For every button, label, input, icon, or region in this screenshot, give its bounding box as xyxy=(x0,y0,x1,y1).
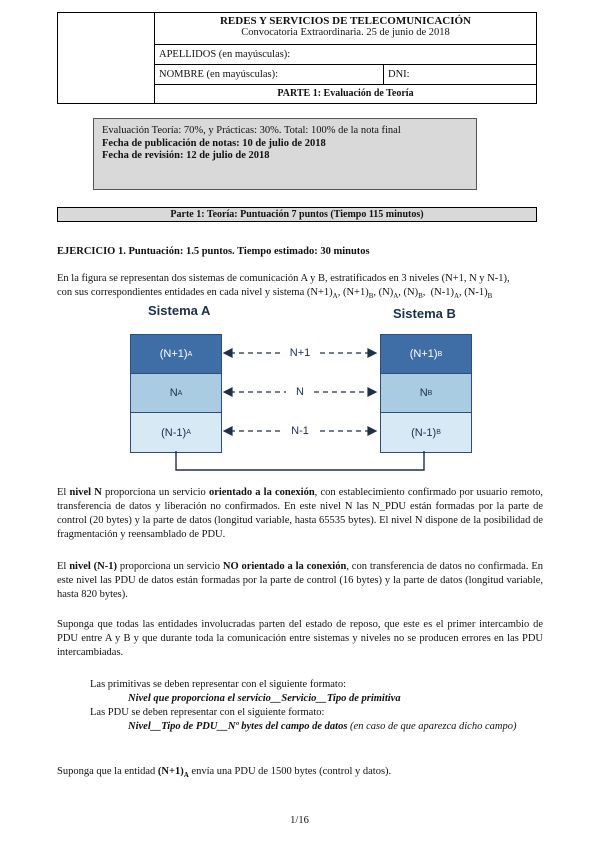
layer-b-n-minus-1: (N-1) B xyxy=(381,413,471,452)
layer-a-n-plus-1: (N+1) A xyxy=(131,335,221,374)
arrow-label-n1-row xyxy=(222,347,378,361)
intro-line-2: con sus correspondientes entidades en cada nivel y sistema (N+1) xyxy=(57,287,333,298)
paragraph-assumptions: Suponga que todas las entidades involucradas parten del estado de reposo, que este es el primer intercambio de PDU entre A y B y que durante toda la comunicación entre sistemas y niveles no se producen errores en las PDU intercambiadas. xyxy=(57,619,543,658)
dni-label[interactable]: DNI: xyxy=(383,65,410,85)
layer-a-n-minus-1: (N-1) A xyxy=(131,413,221,452)
info-line-review: Fecha de revisión: 12 de julio de 2018 xyxy=(102,150,270,161)
header-title-row xyxy=(155,13,536,45)
format-pdu-intro: Las PDU se deben representar con el siguiente formato: xyxy=(90,707,325,718)
page-number: 1/16 xyxy=(290,815,309,826)
exam-header-table xyxy=(57,12,537,104)
intro-entity-nb: (N) xyxy=(403,287,419,298)
physical-link xyxy=(170,451,430,473)
intro-entity-na: (N) xyxy=(378,287,394,298)
system-a-stack xyxy=(130,334,222,453)
arrow-label-n-1-row xyxy=(222,425,378,439)
intro-entity-n1b: (N+1) xyxy=(342,287,369,298)
format-primitives: Nivel que proporciona el servicio__Servicio__Tipo de primitiva xyxy=(128,693,401,704)
evaluation-info-box xyxy=(93,118,477,190)
system-a-title: Sistema A xyxy=(148,303,211,318)
layer-a-n: N A xyxy=(131,374,221,413)
format-pdu: Nivel__Tipo de PDU__Nº bytes del campo de datos (en caso de que aparezca dicho campo) xyxy=(128,721,517,732)
intro-sub-a2: A xyxy=(393,292,399,301)
part-one-bar: Parte 1: Teoría: Puntuación 7 puntos (Tiempo 115 minutos) xyxy=(57,207,537,222)
arrow-label-n: N xyxy=(296,386,304,398)
intro-sub-b2: B xyxy=(418,292,423,301)
logo-cell xyxy=(58,13,155,103)
paragraph-scenario: Suponga que la entidad $(N+1)_A$ envía una PDU de 1500 bytes (control y datos). xyxy=(57,766,392,780)
part-label: PARTE 1: Evaluación de Teoría xyxy=(277,88,414,99)
info-line-weights: Evaluación Teoría: 70%, y Prácticas: 30%. Total: 100% de la nota final xyxy=(102,125,401,136)
exam-title: REDES Y SERVICIOS DE TELECOMUNICACIÓN xyxy=(219,15,472,27)
nombre-row[interactable] xyxy=(155,65,536,85)
layer-b-n-plus-1: (N+1) B xyxy=(381,335,471,374)
intro-sub-a1: A xyxy=(332,292,338,301)
exercise-intro: En la figura se representan dos sistemas de comunicación A y B, estratificados en 3 niveles (N+1, N y N-1), con sus correspondientes entidades en cada nivel y sistema $(N+1)_A$, $(N+1)_B$, $(N)_A$, $(N)_B$, $(N-1)_A$, $(N-1)_B$ xyxy=(57,273,510,301)
intro-entity-n-1b: (N-1) xyxy=(464,287,488,298)
exam-subtitle: Convocatoria Extraordinaria. 25 de junio de 2018 xyxy=(241,27,450,38)
arrow-label-n-1: N-1 xyxy=(291,425,309,437)
intro-sub-a3: A xyxy=(453,292,460,301)
paragraph-level-n-1: El nivel (N-1) proporciona un servicio NO orientado a la conexión, con transferencia de datos no confirmada. En este nivel las PDU de datos están formadas por la parte de control (16 bytes) y la parte de datos (longitud variable, hasta 820 bytes). xyxy=(57,561,543,600)
apellidos-row[interactable] xyxy=(155,45,536,65)
intro-sub-b1: B xyxy=(368,292,374,301)
part-label-row xyxy=(155,85,536,103)
intro-line-1: En la figura se representan dos sistemas de comunicación A y B, estratificados en 3 niveles (N+1, N y N-1), xyxy=(57,273,510,284)
layer-b-n: N B xyxy=(381,374,471,413)
format-primitives-intro: Las primitivas se deben representar con el siguiente formato: xyxy=(90,679,346,690)
exercise-title: EJERCICIO 1. Puntuación: 1.5 puntos. Tiempo estimado: 30 minutos xyxy=(57,246,370,257)
intro-entity-n-1a: (N-1) xyxy=(430,287,454,298)
system-b-title: Sistema B xyxy=(393,306,456,321)
info-line-publication: Fecha de publicación de notas: 10 de julio de 2018 xyxy=(102,137,326,149)
paragraph-level-n: El nivel N proporciona un servicio orientado a la conexión, con establecimiento confirmado por usuario remoto, transferencia de datos y liberación no confirmados. En este nivel N las N_PDU están formadas por la parte de control (20 bytes) y la parte de datos (longitud variable, hasta 65535 bytes). El nivel N dispone de la posibilidad de fragmentación y reensamblado de PDU. xyxy=(57,487,543,540)
nombre-label: NOMBRE (en mayúsculas): xyxy=(159,69,278,80)
intro-sub-b3: B xyxy=(487,292,493,301)
apellidos-label: APELLIDOS (en mayúsculas): xyxy=(159,49,291,60)
system-b-stack xyxy=(380,334,472,453)
arrow-label-n-row xyxy=(222,386,378,400)
arrow-label-n1: N+1 xyxy=(289,347,311,359)
